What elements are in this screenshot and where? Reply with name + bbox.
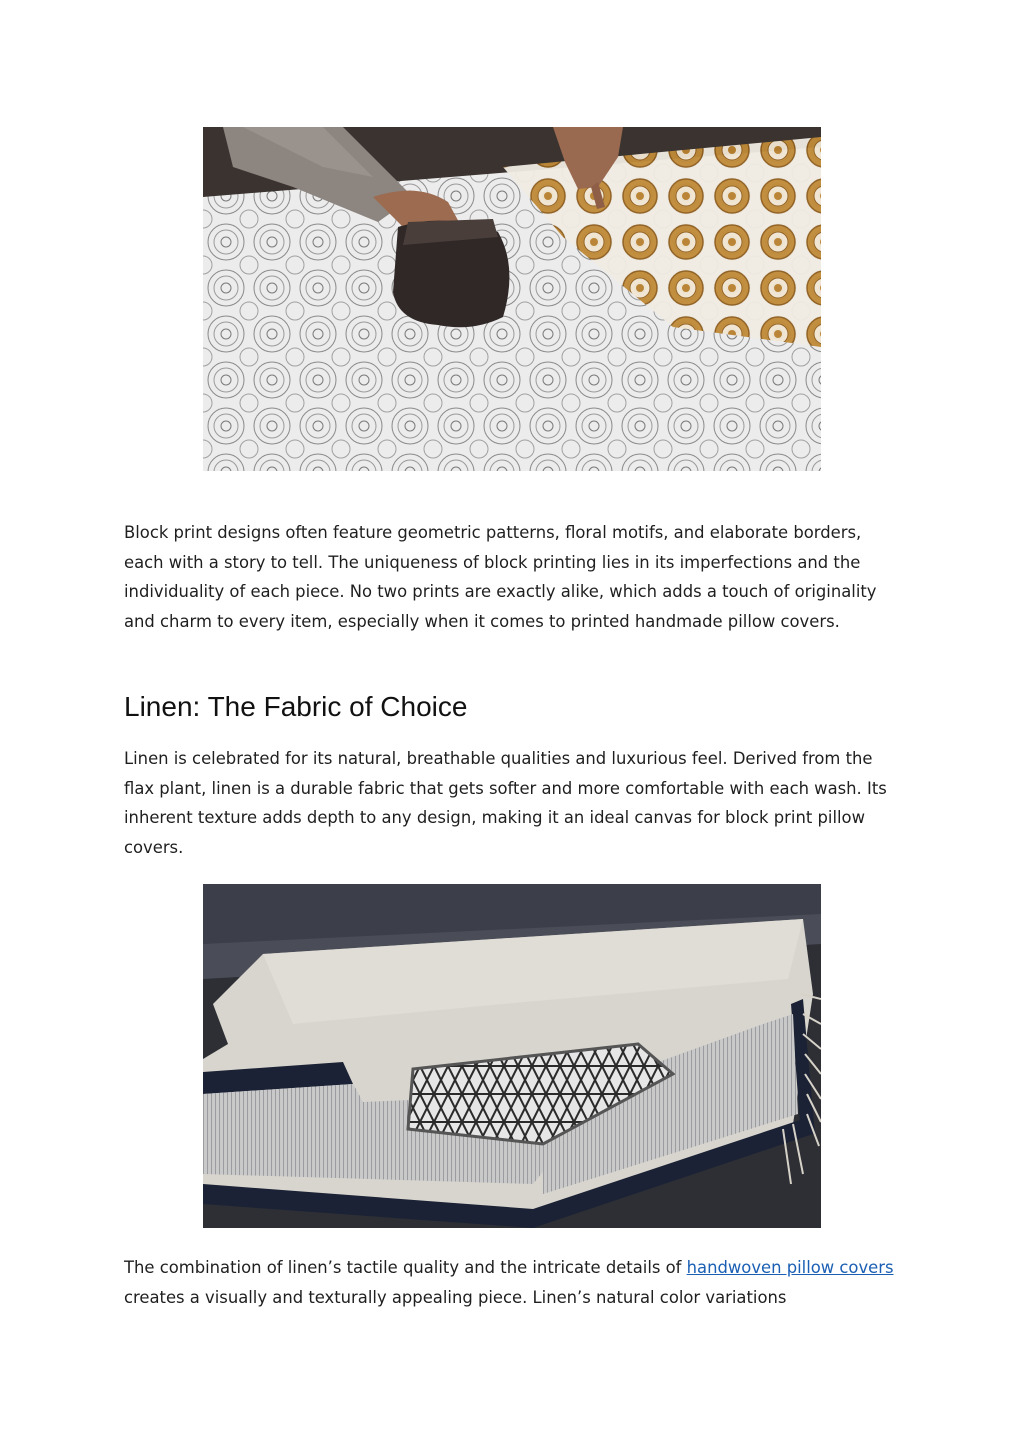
paragraph-text-after-link: creates a visually and texturally appealing piece. Linen’s natural color variations: [124, 1287, 787, 1307]
paragraph-text-before-link: The combination of linen’s tactile quality and the intricate details of: [124, 1258, 687, 1277]
intro-paragraph: Block print designs often feature geometric patterns, floral motifs, and elaborate borders, each with a story to tell. The uniqueness of block printing lies in its imperfections and the individuality of each piece. No two prints are exactly alike, which adds a touch of originality and charm to every item, especially when it comes to printed handmade pillow covers.: [124, 523, 877, 631]
linen-fabric-photo: [203, 884, 821, 1228]
section-heading: Linen: The Fabric of Choice: [124, 691, 468, 722]
handwoven-pillow-covers-link[interactable]: handwoven pillow covers: [686, 1258, 894, 1277]
combination-paragraph: [124, 1253, 899, 1312]
linen-paragraph: Linen is celebrated for its natural, breathable qualities and luxurious feel. Derived from the flax plant, linen is a durable fabric that gets softer and more comfortable with each wash. Its inherent texture adds depth to any design, making it an ideal canvas for block print pillow covers.: [124, 749, 887, 857]
block-printing-photo: [203, 127, 821, 471]
